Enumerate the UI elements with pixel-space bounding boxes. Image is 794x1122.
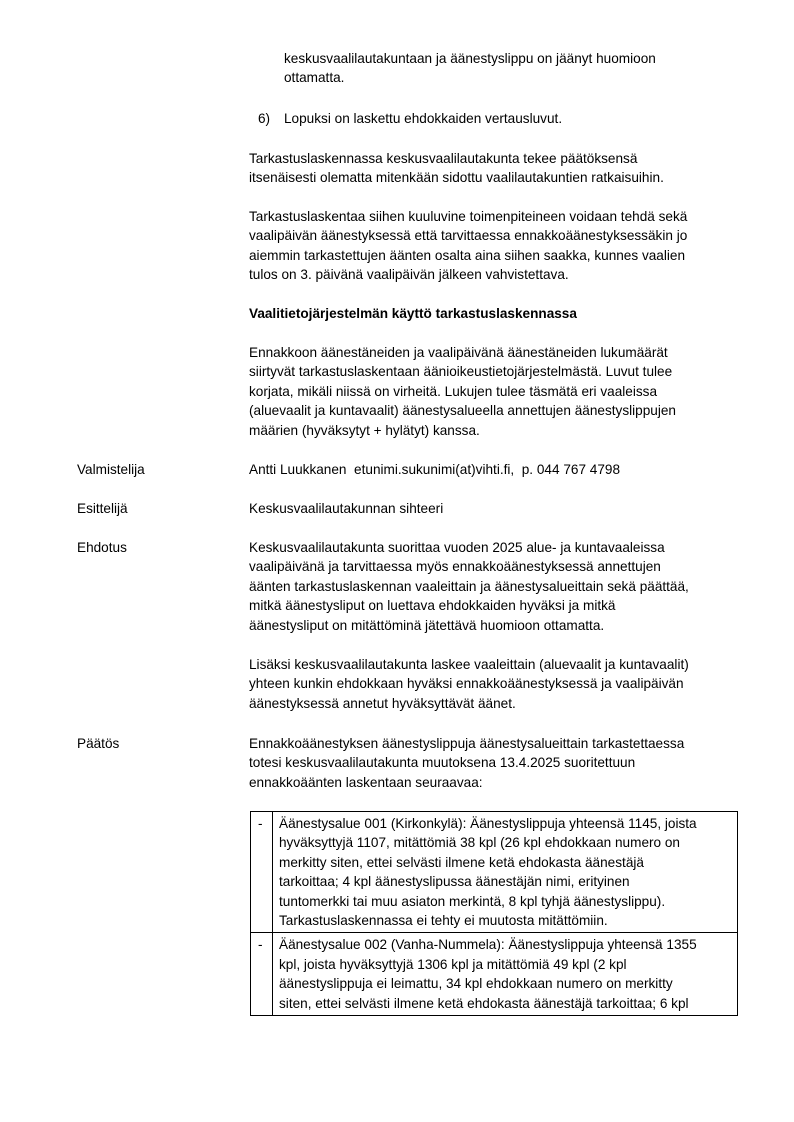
ehdotus-paragraph-2 — [249, 655, 736, 713]
decision-table — [250, 811, 738, 1016]
paragraph-line: korjata, mikäli niissä on virheitä. Lukujen tulee täsmätä eri vaaleissa — [249, 383, 658, 399]
esittelija-value: Keskusvaalilautakunnan sihteeri — [249, 501, 444, 516]
cell-line: siten, ettei selvästi ilmene ketä ehdokasta äänestäjä tarkoittaa; 6 kpl — [279, 995, 689, 1011]
paragraph-tarkastuslaskenta-1 — [249, 149, 736, 188]
paragraph-line: aiemmin tarkastettujen äänten osalta aina siihen saakka, kunnes vaalien — [249, 247, 686, 263]
paragraph-line: mitkä äänestysliput on luettava ehdokkaiden hyväksi ja mitkä — [249, 598, 616, 614]
paragraph-line: Ennakkoon äänestäneiden ja vaalipäivänä äänestäneiden lukumäärät — [249, 345, 668, 360]
paragraph-line: Keskusvaalilautakunta suorittaa vuoden 2025 alue- ja kuntavaaleissa — [249, 540, 665, 555]
table-cell-dash: - — [251, 933, 273, 1016]
paatos-label: Päätös — [77, 736, 120, 751]
esittelija-label: Esittelijä — [77, 501, 128, 516]
paragraph-line: siirtyvät tarkastuslaskentaan äänioikeustietojärjestelmästä. Luvut tulee — [249, 364, 673, 380]
paragraph-line: yhteen kunkin ehdokkaan hyväksi ennakkoäänestyksessä ja vaalipäivän — [249, 676, 684, 692]
paragraph-line: ottamatta. — [284, 70, 345, 86]
cell-line: tarkoittaa; 4 kpl äänestyslipussa äänestäjän nimi, erityinen — [279, 874, 630, 890]
cell-line: Äänestysalue 002 (Vanha-Nummela): Äänestyslippuja yhteensä 1355 — [279, 937, 697, 953]
cell-line: Tarkastuslaskennassa ei tehty ei muutosta mitättömiin. — [279, 913, 608, 929]
list-item-text: Lopuksi on laskettu ehdokkaiden vertausluvut. — [284, 111, 563, 126]
valmistelija-label: Valmistelija — [77, 462, 145, 477]
cell-line: hyväksyttyjä 1107, mitättömiä 38 kpl (26 kpl ehdokkaan numero on — [279, 835, 680, 851]
cell-line: Äänestysalue 001 (Kirkonkylä): Äänestyslippuja yhteensä 1145, joista — [279, 816, 697, 831]
paragraph-line: ennakkoäänten laskentaan seuraavaa: — [249, 774, 483, 790]
table-cell-text — [273, 933, 738, 1016]
paragraph-line: (aluevaalit ja kuntavaalit) äänestysalueella annettujen äänestyslippujen — [249, 403, 676, 419]
paragraph-line: määrien (hyväksytyt + hylätyt) kanssa. — [249, 422, 480, 438]
paragraph-tarkastuslaskenta-2 — [249, 207, 736, 285]
paragraph-line: tulos on 3. päivänä vaalipäivän jälkeen vahvistettava. — [249, 267, 569, 283]
paragraph-line: keskusvaalilautakuntaan ja äänestyslippu on jäänyt huomioon — [284, 51, 656, 66]
cell-line: kpl, joista hyväksyttyjä 1306 kpl ja mitättömiä 49 kpl (2 kpl — [279, 956, 627, 972]
cell-line: merkitty siten, ettei selvästi ilmene ketä ehdokasta äänestäjä — [279, 854, 644, 870]
paragraph-line: äänestysliput on mitättöminä jätettävä huomioon ottamatta. — [249, 617, 605, 633]
cell-line: äänestyslippuja ei leimattu, 34 kpl ehdokkaan numero on merkitty — [279, 976, 673, 992]
paragraph-line: Ennakkoäänestyksen äänestyslippuja äänestysalueittain tarkastettaessa — [249, 736, 685, 751]
paragraph-line: Tarkastuslaskennassa keskusvaalilautakunta tekee päätöksensä — [249, 151, 638, 166]
paragraph-line: Tarkastuslaskentaa siihen kuuluvine toimenpiteineen voidaan tehdä sekä — [249, 209, 688, 224]
paragraph-line: äänestyksessä annetut hyväksyttävät äänet. — [249, 695, 516, 711]
paragraph-line: itsenäisesti olematta mitenkään sidottu vaalilautakuntien ratkaisuihin. — [249, 170, 664, 186]
table-row — [251, 812, 738, 933]
paragraph-vaalitietojarjestelma — [249, 343, 736, 440]
continued-paragraph — [284, 49, 714, 88]
paragraph-line: vaalipäivänä ja tarvittaessa myös ennakkoäänestyksessä annettujen — [249, 559, 661, 575]
paragraph-line: äänten tarkastuslaskennan vaaleittain ja äänestysalueittain sekä päättää, — [249, 578, 689, 594]
cell-line: tuntomerkki tai muu asiaton merkintä, 8 kpl tyhjä äänestyslippu). — [279, 893, 666, 909]
paragraph-line: Lisäksi keskusvaalilautakunta laskee vaaleittain (aluevaalit ja kuntavaalit) — [249, 657, 689, 672]
list-number: 6) — [258, 111, 271, 126]
valmistelija-value: Antti Luukkanen etunimi.sukunimi(at)vihti.fi, p. 044 767 4798 — [249, 462, 621, 477]
paatos-paragraph — [249, 734, 736, 792]
table-cell-text — [273, 812, 738, 933]
section-heading: Vaalitietojärjestelmän käyttö tarkastuslaskennassa — [249, 306, 577, 321]
table-cell-dash: - — [251, 812, 273, 933]
table-row — [251, 933, 738, 1016]
ehdotus-paragraph-1 — [249, 538, 736, 635]
paragraph-line: vaalipäivän äänestyksessä että tarvittaessa ennakkoäänestyksessäkin jo — [249, 228, 688, 244]
paragraph-line: totesi keskusvaalilautakunta muutoksena 13.4.2025 suoritettuun — [249, 755, 636, 771]
ehdotus-label: Ehdotus — [77, 540, 127, 555]
